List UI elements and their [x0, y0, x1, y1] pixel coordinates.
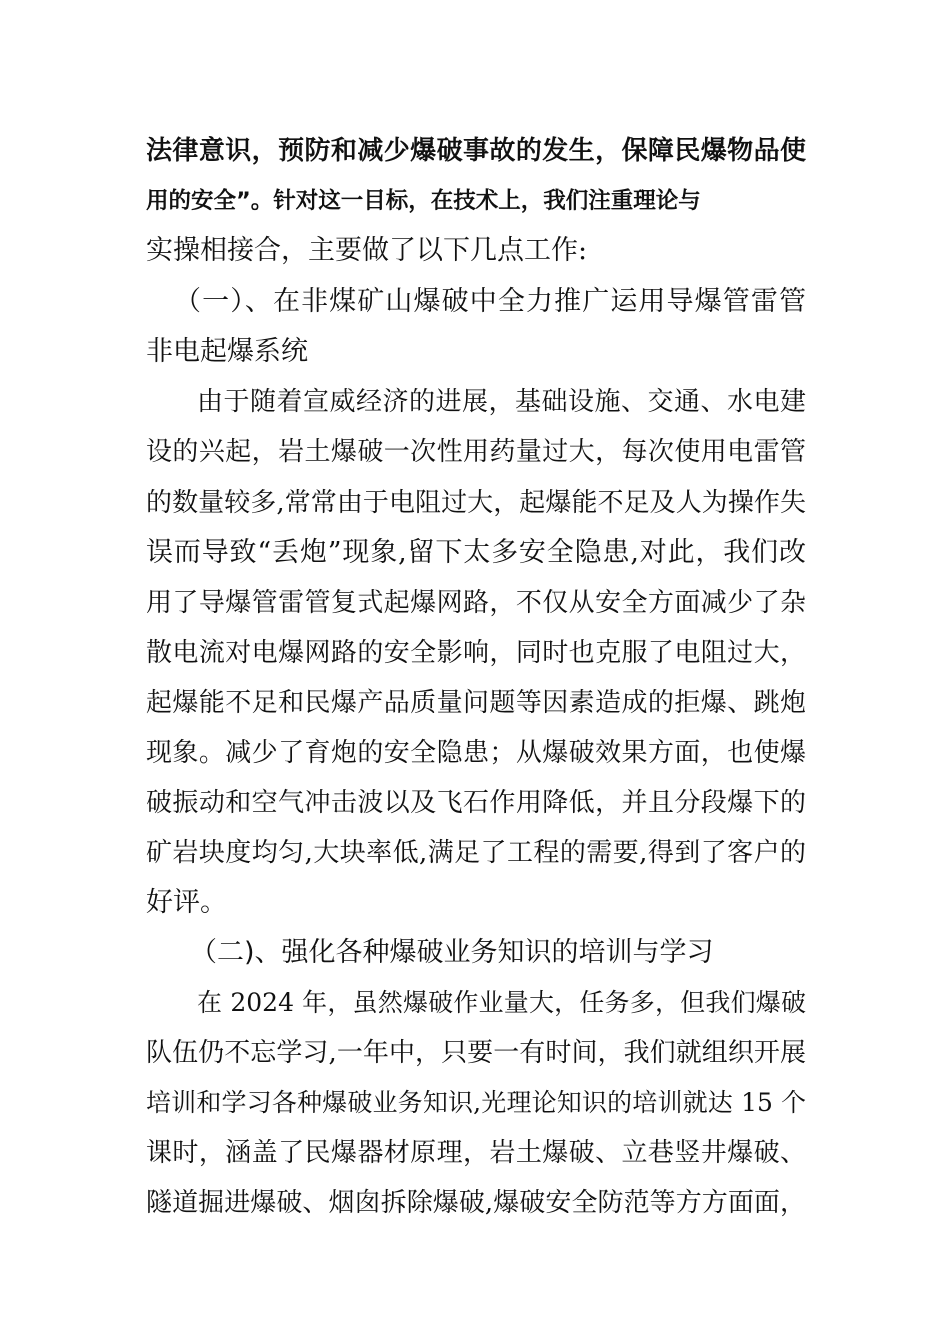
- text-line-18: 在 2024 年，虽然爆破作业量大，任务多，但我们爆破: [197, 988, 806, 1017]
- text-line-16: 好评。: [146, 887, 227, 918]
- text-line-6: 由于随着宣威经济的进展，基础设施、交通、水电建: [197, 387, 806, 417]
- text-line-8: 的数量较多,常常由于电阻过大，起爆能不足及人为操作失: [146, 488, 806, 518]
- text-line-9: 误而导致“丢炮”现象,留下太多安全隐患,对此，我们改: [146, 537, 806, 568]
- text-line-14: 破振动和空气冲击波以及飞石作用降低，并且分段爆下的: [146, 788, 806, 818]
- section-heading-1: （一）、在非煤矿山爆破中全力推广运用导爆管雷管: [174, 286, 806, 317]
- text-line-20: 培训和学习各种爆破业务知识,光理论知识的培训就达 15 个: [146, 1088, 806, 1117]
- section-heading-1-cont: 非电起爆系统: [146, 336, 308, 367]
- text-line-19: 队伍仍不忘学习,一年中，只要一有时间，我们就组织开展: [146, 1038, 806, 1068]
- text-line-7: 设的兴起，岩土爆破一次性用药量过大，每次使用电雷管: [146, 437, 806, 467]
- text-line-10: 用了导爆管雷管复式起爆网路，不仅从安全方面减少了杂: [146, 588, 806, 618]
- text-line-13: 现象。减少了育炮的安全隐患；从爆破效果方面，也使爆: [146, 738, 806, 768]
- text-line-1: 法律意识，预防和减少爆破事故的发生，保障民爆物品使: [146, 136, 806, 166]
- text-line-11: 散电流对电爆网路的安全影响，同时也克服了电阻过大，: [146, 638, 806, 668]
- text-line-22: 隧道掘进爆破、烟囱拆除爆破,爆破安全防范等方方面面，: [146, 1188, 806, 1218]
- text-line-21: 课时，涵盖了民爆器材原理，岩土爆破、立巷竖井爆破、: [146, 1138, 806, 1168]
- text-line-12: 起爆能不足和民爆产品质量问题等因素造成的拒爆、跳炮: [146, 688, 806, 718]
- text-line-3: 实操相接合，主要做了以下几点工作:: [146, 235, 588, 266]
- text-line-2a: [146, 181, 706, 221]
- text-line-15: 矿岩块度均匀,大块率低,满足了工程的需要,得到了客户的: [146, 838, 806, 868]
- text-line-2: 用的安全”。针对这一目标，在技术上，我们注重理论与: [146, 188, 701, 214]
- section-heading-2: （二)、强化各种爆破业务知识的培训与学习: [190, 937, 714, 968]
